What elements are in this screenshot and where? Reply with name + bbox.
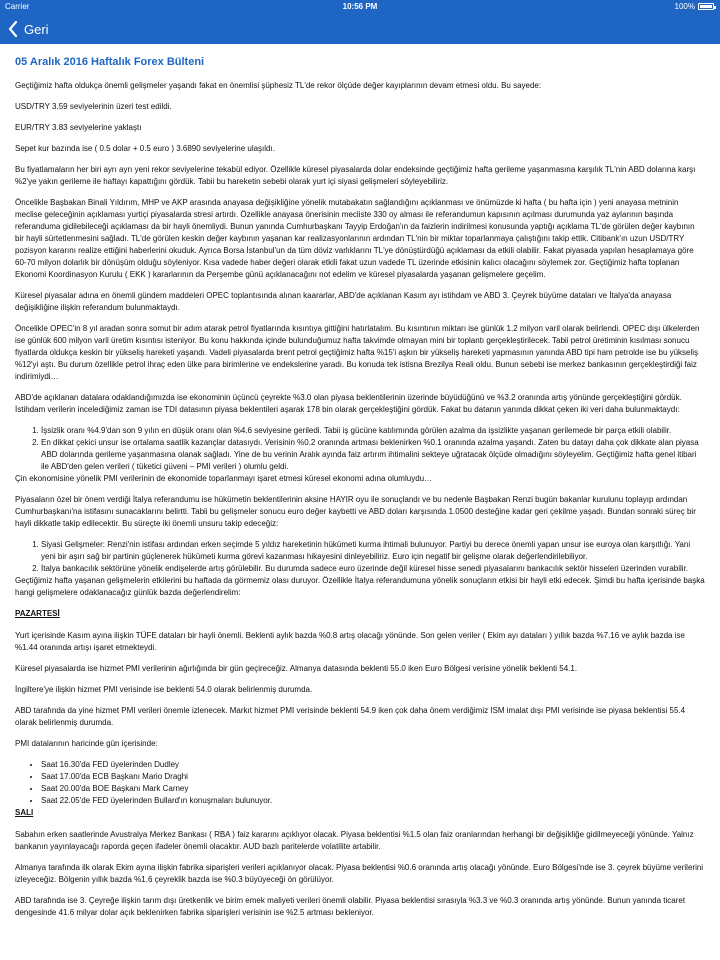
paragraph: Almanya tarafında ilk olarak Ekim ayına ilişkin fabrika siparişleri verileri açıklanıyor olacak. Piyasa beklentisi %0.6 oranında artış olacağı yönünde. Euro Bölgesi'nde ise 3. çeyrek büyüme verilerini izleyeceğiz. Bölgenin yıllık bazda %1.6 çeyreklik bazda ise %0.3 büyüyeceği ön görülüyor.: [15, 863, 704, 884]
paragraph: Öncelikle Başbakan Binali Yıldırım, MHP ve AKP arasında anayasa değişikliğine yönelik mutabakatın sağlandığını açıklanması ve önümüzde ki hafta ( bu hafta için ) yeni anayasa metninin meclise geleceğinin açıklaması yurtiçi piyasalarda stresi artırdı. Özellikle anayasa önerisinin mecliste 330 oy alması ile referandumun kapısının açılması durumunda yaz aylarının başında referanduma gidilebileceği açıklaması da bir hayli önemliydi. Bunun yanında Cumhurbaşkanı Tayyip Erdoğan'ın da faizlerin indirilmesi konusunda yaptığı açıklama TL'de görülen değer kaybının bir hayli sürtetlenmesini sağladı. TL'de görülen keskin değer kaybının yaşanan kar realizasyonlarının ardından TL'nin bir miktar toparlanmaya çalıştığını takip ettik. Citibank'ın uzun USD/TRY pozisyon kararını realize ettiğini haberlerini okuduk. Ayrıca Borsa İstanbul'un da tüm döviz varlıklarını TL'ye dönüştürdüğü açıklaması da etkili olabilir. Fakat piyasada yapılan hesaplamaya göre 60-70 milyon dolarlık bir dönüşüm olduğu söyleniyor. Kısa vadede haber değeri olarak etkili fakat uzun vadede TL üzerinde etkisinin kalıcı olacağını söylemek zor. Geçtiğimiz hafta toplanan Ekonomi Koordinasyon Kurulu ( EKK ) kararlarının da Perşembe günü açıklanacağını not edelim ve küresel piyasalarda yaşanan gelişmelere geçelim.: [15, 198, 695, 279]
paragraph: Öncelikle OPEC'in 8 yıl aradan sonra somut bir adım atarak petrol fiyatlarında kısıntıya gittiğini hatırlatalım. Bu kısıntının miktarı ise günlük 1.2 milyon varil olarak belirlendi. OPEC dışı ülkelerden ise günlük 600 milyon varil üretim kısıntısı isteniyor. Bu konu hakkında içinde bulunduğumuz hafta takvimde olmayan mini bir toplantı gerçekleştirilecek. Tabii petrol üretiminin kısılması sonucu fiyatlarda oldukça keskin bir yükseliş hareketi yaşandı. Vadeli piyasalarda brent petrol geçtiğimiz hafta %15'i aşkın bir yükseliş hareketi yapmasının yanında ABD tipi ham petrolde ise bu yükseliş %12'yi aştı. Bu durum özellikle petrol ihraç eden ülke para birimlerine ve endekslerine yaradı. Bu konuda tek istisna Brezilya Reali oldu. Bunun sebebi ise merkez bankasının gerçekleştirdiği faiz indirimiydi…: [15, 324, 700, 381]
chevron-left-icon: [8, 21, 18, 37]
section-heading-sali: SALI: [15, 808, 34, 817]
battery-icon: [698, 3, 714, 10]
list-item: 2. En dikkat çekici unsur ise ortalama saatlik kazançlar datasıydı. Verisinin %0.2 oranında artması beklenirken %0.1 oranında azalma yaşandı. Zaten bu datayı daha çok dikkate alan piyasa ABD dolarında gerileme yaşanmasına olanak sağladı. Yine de bu verinin Aralık ayında faiz artırım ihtimalini sekteye uğratacak ölçüde olmadığını söyleyelim. Geçtiğimiz hafta genel itibari ile ABD'den gelen verileri ( tüketici güveni – PMI verileri ) olumlu geldi.: [41, 437, 705, 473]
eurtry-line: EUR/TRY 3.83 seviyelerine yaklaştı: [15, 123, 142, 132]
back-label: Geri: [24, 21, 49, 37]
back-button[interactable]: [8, 21, 49, 37]
paragraph: Küresel piyasalar adına en önemli gündem maddeleri OPEC toplantısında alınan kaararlar, ABD'de açıklanan Kasım ayı istihdam ve ABD 3. Çeyrek büyüme dataları ve İtalya'da anayasa değişikliğine ilişkin referandum bulunmaktaydı.: [15, 291, 672, 312]
paragraph: Sabahın erken saatlerinde Avustralya Merkez Bankası ( RBA ) faiz kararını açıklıyor olacak. Piyasa beklentisi %1.5 olan faiz oranlarından herhangi bir değişikliğe gidilmeyeceği yönünde. Yalnız bankanın yayınlayacağı raporda geçen ifadeler önemli olacaktır. AUD bazlı paritelerde volatilite artabilir.: [15, 830, 694, 851]
navigation-bar: [0, 14, 720, 44]
usdtry-line: USD/TRY 3.59 seviyelerinin üzeri test edildi.: [15, 102, 172, 111]
list-item: • Saat 20.00'da BOE Başkanı Mark Carney: [41, 783, 705, 795]
paragraph: PMI datalarının haricinde gün içerisinde:: [15, 739, 158, 748]
paragraph: ABD tarafında da yine hizmet PMI verileri önemle izlenecek. Markıt hizmet PMI verisinde beklenti 54.9 iken çok daha önem verdiğimiz ISM imalat dışı PMI verisinde ise piyasa beklentisi 55.4 olarak belirlenmiş durumda.: [15, 706, 686, 727]
paragraph: İngiltere'ye ilişkin hizmet PMI verisinde ise beklenti 54.0 olarak belirlenmiş durumda.: [15, 685, 313, 694]
paragraph: Çin ekonomisine yönelik PMI verilerinin de ekonomide toparlanmayı işaret etmesi küresel ekonomi adına olumluydu…: [15, 474, 433, 483]
battery-percent: 100%: [674, 2, 695, 11]
paragraph: ABD'de açıklanan datalara odaklandığımızda ise ekonominin üçüncü çeyrekte %3.0 olan piyasa beklentilerinin üzerinde büyüdüğünü ve %3.2 oranında artış yönünde gerçekleştiğini gördük. İstihdam verilerin incelediğimiz zaman ise TDI datasının piyasa beklentileri aşarak 178 bin olarak gerçekleştiğini gördük. Fakat bu datanın yanında dikkat çeken iki veri daha bulunmaktaydı:: [15, 393, 682, 414]
article-title: 05 Aralık 2016 Haftalık Forex Bülteni: [15, 56, 205, 68]
numbered-list: [15, 539, 705, 575]
article-content: [0, 44, 720, 919]
list-item: • Saat 22.05'de FED üyelerinden Bullard'ın konuşmaları bulunuyor.: [41, 795, 705, 807]
status-time: 10:56 PM: [342, 2, 378, 11]
status-bar: [0, 0, 720, 14]
list-item: • Saat 17.00'da ECB Başkanı Mario Draghi: [41, 771, 705, 783]
article-intro: Geçtiğimiz hafta oldukça önemli gelişmeler yaşandı fakat en önemlisi şüphesiz TL'de rekor ölçüde değer kayıplarının devam etmesi oldu. Bu sayede:: [15, 81, 542, 90]
list-item: • Saat 16.30'da FED üyelerinden Dudley: [41, 759, 705, 771]
paragraph: Küresel piyasalarda ise hizmet PMI verilerinin ağırlığında bir gün geçireceğiz. Almanya datasında beklenti 55.0 iken Euro Bölgesi verisine yönelik beklenti 54.1.: [15, 664, 578, 673]
battery-fill: [700, 5, 712, 8]
paragraph: Yurt içerisinde Kasım ayına ilişkin TÜFE dataları bir hayli önemli. Beklenti aylık bazda %0.8 artış olacağı yönünde. Son gelen veriler ( Ekim ayı dataları ) yıllık bazda %7.16 ve aylık bazda ise %1.44 oranında artışı işaret etmekteydi.: [15, 631, 685, 652]
numbered-list: [15, 425, 705, 473]
carrier-label: Carrier: [5, 2, 30, 11]
basket-line: Sepet kur bazında ise ( 0.5 dolar + 0.5 euro ) 3.6890 seviyelerine ulaşıldı.: [15, 144, 275, 153]
paragraph: Bu fiyatlamaların her biri ayrı ayrı yeni rekor seviyelerine tekabül ediyor. Özellikle küresel piyasalarda dolar endeksinde geçtiğimiz hafta gerileme yaşanmasına karşılık TL'nin ABD dolarına karşı %2'ye yakın gerileme ile haftayı kapattığını gördük. Tabii bu hareketin sebebi olarak yurt içi siyasi gelişmeleri söyleyebiliriz.: [15, 165, 696, 186]
list-item: 1. İşsizlik oranı %4.9'dan son 9 yılın en düşük oranı olan %4.6 seviyesine geriledi. Tabii iş gücüne katılımında görülen azalma da işsizlikte yaşanan gerilemede bir parça etkili olabilir.: [41, 425, 705, 437]
bullet-list: [15, 759, 705, 807]
paragraph: ABD tarafında ise 3. Çeyreğe ilişkin tarım dışı üretkenlik ve birim emek maliyeti verileri önemli olabilir. Piyasa beklentisi sırasıyla %3.3 ve %0.3 oranında artış yönünde. Bunun yanında ticaret dengesinde 41.6 milyar dolar açık beklenirken fabrika siparişleri verisinin ise %2.5 artması bekleniyor.: [15, 896, 686, 917]
list-item: 2. İtalya bankacılık sektörüne yönelik endişelerde artış görülebilir. Bu durumda sadece euro üzerinde değil küresel hisse senedi piyasalarını bankacılık sektör hisseleri üzerinden vurabilir.: [41, 563, 705, 575]
battery-indicator: [675, 2, 714, 11]
paragraph: Piyasaların özel bir önem verdiği İtalya referandumu ise hükümetin beklentilerinin aksine HAYIR oyu ile sonuçlandı ve bu nedenle Başbakan Renzi bugün bakanlar kurulunu toplayıp ardından Cumhurbaşkanı'na istifasını sunacaklarını belirtti. Tabii bu gelişmeler sonucu euro değer kaybetti ve ABD doları karşısında 1.0500 desteğine kadar geri çekilme yaşadı. Bundan sonraki süreç bir hayli dikkatle takip edilecektir. Bu süreçte iki önemli unsuru takip edeceğiz:: [15, 495, 696, 528]
list-item: 1. Siyasi Gelişmeler: Renzi'nin istifası ardından erken seçimde 5 yıldız hareketinin hükümeti kurma ihtimali bulunuyor. Partiyi bu derece önemli yapan unsur ise euroya olan karşıtlığı. Yani yeni bir aşırı sağ bir partinin güçlenerek hükümeti kurma görevi kazanması hikayesini dinleyebiliriz. Euro için negatif bir gelişme olarak değerlendirilebiliyor.: [41, 539, 705, 563]
section-heading-pazartesi: PAZARTESİ: [15, 609, 60, 618]
paragraph: Geçtiğimiz hafta yaşanan gelişmelerin etkilerini bu haftada da görmemiz olası duruyor. Özellikle İtalya referandumuna yönelik sonuçların etkisi bir hayli etki edecek. Şimdi bu hafta içerisinde başka hangi gelişmelere odaklanacağız günlük bazda değerlendirelim:: [15, 576, 705, 597]
